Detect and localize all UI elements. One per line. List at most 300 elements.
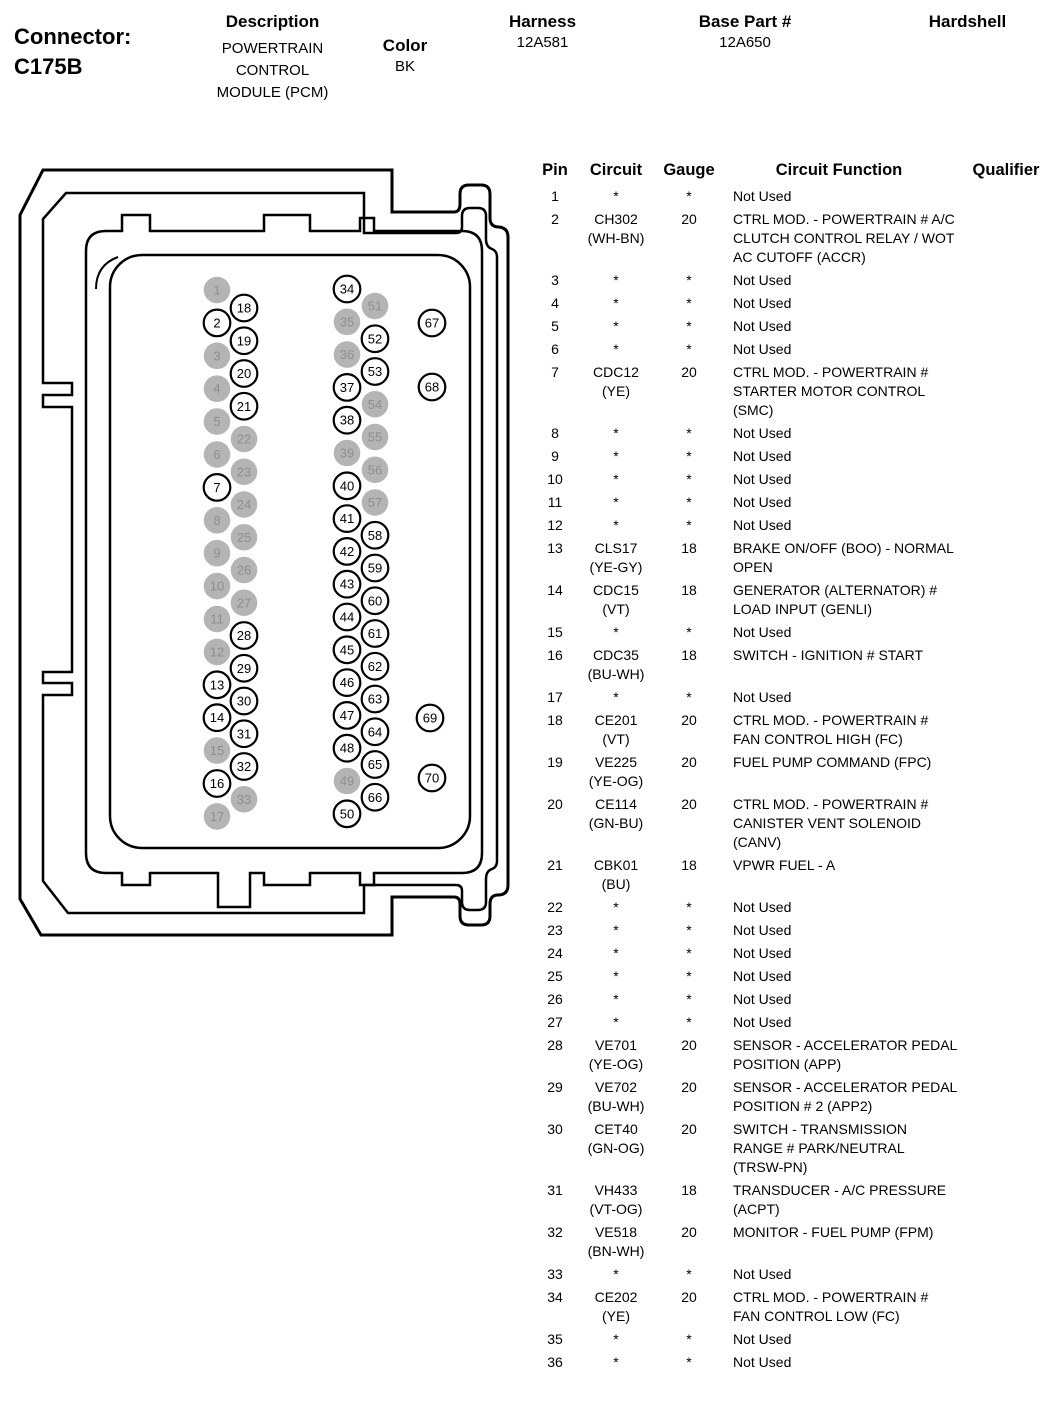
cell-pin: 20 bbox=[547, 796, 563, 812]
hardshell-block bbox=[905, 12, 1030, 32]
table-row bbox=[535, 623, 1060, 642]
pin-number-label: 37 bbox=[339, 379, 355, 395]
cell-circuit: VH433 (VT-OG) bbox=[589, 1182, 643, 1217]
cell-function: Not Used bbox=[733, 991, 792, 1007]
cell-function: SWITCH - TRANSMISSION RANGE # PARK/NEUTRAL (TRSW-PN) bbox=[733, 1121, 907, 1175]
table-row bbox=[535, 340, 1060, 359]
connector-diagram bbox=[10, 155, 540, 975]
cell-pin: 22 bbox=[547, 899, 563, 915]
cell-pin: 9 bbox=[551, 448, 559, 464]
cell-gauge: * bbox=[686, 295, 692, 311]
pin-number-label: 66 bbox=[367, 789, 383, 805]
col-header-function: Circuit Function bbox=[775, 161, 903, 179]
table-row bbox=[535, 210, 1060, 267]
table-row bbox=[535, 470, 1060, 489]
cell-gauge: * bbox=[686, 624, 692, 640]
cell-pin: 29 bbox=[547, 1079, 563, 1095]
pin-number-label: 58 bbox=[367, 527, 383, 543]
cell-function: Not Used bbox=[733, 318, 792, 334]
pin-number-label: 63 bbox=[367, 691, 383, 707]
cell-pin: 8 bbox=[551, 425, 559, 441]
cell-qualifier bbox=[957, 187, 1055, 206]
cell-gauge: 20 bbox=[681, 796, 697, 812]
pin-number-label: 59 bbox=[367, 560, 383, 576]
table-row bbox=[535, 317, 1060, 336]
pin-number-label: 27 bbox=[236, 595, 252, 611]
cell-circuit: CH302 (WH-BN) bbox=[587, 211, 645, 246]
face-corner-accent bbox=[96, 257, 118, 289]
cell-gauge: 20 bbox=[681, 364, 697, 380]
cell-function: Not Used bbox=[733, 425, 792, 441]
cell-function: FUEL PUMP COMMAND (FPC) bbox=[733, 754, 932, 770]
color-label: Color bbox=[382, 36, 428, 55]
cell-circuit: * bbox=[613, 1354, 619, 1370]
cell-qualifier bbox=[957, 623, 1055, 642]
pin-number-label: 49 bbox=[339, 773, 355, 789]
cell-circuit: * bbox=[613, 188, 619, 204]
pin-number-label: 29 bbox=[236, 660, 252, 676]
cell-circuit: * bbox=[613, 689, 619, 705]
connector-face bbox=[110, 255, 470, 848]
connector-title-block bbox=[14, 22, 131, 82]
cell-qualifier bbox=[957, 967, 1055, 986]
cell-pin: 32 bbox=[547, 1224, 563, 1240]
cell-function: CTRL MOD. - POWERTRAIN # A/C CLUTCH CONTROL RELAY / WOT AC CUTOFF (ACCR) bbox=[733, 211, 955, 265]
cell-function: Not Used bbox=[733, 922, 792, 938]
cell-qualifier bbox=[957, 688, 1055, 707]
table-row bbox=[535, 1181, 1060, 1219]
pin-number-label: 7 bbox=[213, 479, 221, 495]
cell-gauge: * bbox=[686, 341, 692, 357]
cell-function: Not Used bbox=[733, 968, 792, 984]
cell-qualifier bbox=[957, 1223, 1055, 1261]
table-row bbox=[535, 1223, 1060, 1261]
cell-circuit: CE114 (GN-BU) bbox=[588, 796, 644, 831]
color-block bbox=[375, 36, 435, 78]
table-row bbox=[535, 493, 1060, 512]
pin-number-label: 23 bbox=[236, 464, 252, 480]
cell-gauge: 18 bbox=[681, 582, 697, 598]
table-row bbox=[535, 363, 1060, 420]
cell-circuit: * bbox=[613, 494, 619, 510]
description-value: POWERTRAIN CONTROL MODULE (PCM) bbox=[216, 40, 329, 101]
pin-number-label: 10 bbox=[209, 578, 225, 594]
pin-number-label: 15 bbox=[209, 743, 225, 759]
cell-circuit: CDC15 (VT) bbox=[593, 582, 639, 617]
pin-number-label: 39 bbox=[339, 445, 355, 461]
pin-number-label: 32 bbox=[236, 759, 252, 774]
cell-gauge: 20 bbox=[681, 754, 697, 770]
pin-number-label: 70 bbox=[424, 770, 440, 786]
cell-function: SENSOR - ACCELERATOR PEDAL POSITION (APP) bbox=[733, 1037, 957, 1072]
cell-circuit: CE202 (YE) bbox=[594, 1289, 638, 1324]
pin-number-label: 13 bbox=[209, 677, 225, 693]
cell-pin: 6 bbox=[551, 341, 559, 357]
pin-table bbox=[535, 160, 1060, 1376]
cell-pin: 3 bbox=[551, 272, 559, 288]
cell-qualifier bbox=[957, 921, 1055, 940]
cell-gauge: * bbox=[686, 425, 692, 441]
cell-function: Not Used bbox=[733, 899, 792, 915]
cell-qualifier bbox=[957, 294, 1055, 313]
cell-pin: 11 bbox=[547, 494, 563, 510]
cell-qualifier bbox=[957, 317, 1055, 336]
pin-number-label: 3 bbox=[213, 348, 221, 364]
pin-number-label: 1 bbox=[213, 282, 221, 298]
cell-circuit: VE225 (YE-OG) bbox=[588, 754, 644, 789]
cell-circuit: * bbox=[613, 448, 619, 464]
pin-number-label: 35 bbox=[339, 314, 355, 330]
table-row bbox=[535, 711, 1060, 749]
cell-qualifier bbox=[957, 1078, 1055, 1116]
cell-gauge: 20 bbox=[681, 1121, 697, 1137]
cell-pin: 18 bbox=[547, 712, 563, 728]
cell-gauge: 18 bbox=[681, 857, 697, 873]
pin-number-label: 44 bbox=[339, 609, 355, 625]
cell-circuit: * bbox=[613, 991, 619, 1007]
cell-function: Not Used bbox=[733, 341, 792, 357]
housing-outer-outline bbox=[20, 170, 508, 935]
cell-pin: 35 bbox=[547, 1331, 563, 1347]
description-label: Description bbox=[225, 12, 320, 31]
cell-pin: 14 bbox=[547, 582, 563, 598]
table-row bbox=[535, 944, 1060, 963]
cell-qualifier bbox=[957, 1120, 1055, 1177]
cell-gauge: * bbox=[686, 272, 692, 288]
cell-circuit: * bbox=[613, 471, 619, 487]
cell-function: Not Used bbox=[733, 689, 792, 705]
cell-pin: 31 bbox=[547, 1182, 563, 1198]
cell-pin: 19 bbox=[547, 754, 563, 770]
cell-function: SWITCH - IGNITION # START bbox=[733, 647, 924, 663]
pin-number-label: 26 bbox=[236, 562, 252, 578]
cell-circuit: CDC35 (BU-WH) bbox=[587, 647, 645, 682]
cell-circuit: * bbox=[613, 272, 619, 288]
pin-field bbox=[204, 276, 446, 830]
cell-qualifier bbox=[957, 856, 1055, 894]
cell-pin: 36 bbox=[547, 1354, 563, 1370]
pin-number-label: 20 bbox=[236, 366, 252, 381]
pin-number-label: 68 bbox=[424, 379, 440, 395]
cell-gauge: * bbox=[686, 991, 692, 1007]
cell-pin: 33 bbox=[547, 1266, 563, 1282]
cell-pin: 7 bbox=[551, 364, 559, 380]
col-header-gauge: Gauge bbox=[663, 161, 715, 179]
cell-gauge: * bbox=[686, 517, 692, 533]
cell-pin: 1 bbox=[551, 188, 559, 204]
table-row bbox=[535, 1036, 1060, 1074]
hardshell-label: Hardshell bbox=[928, 12, 1007, 31]
pin-number-label: 38 bbox=[339, 412, 355, 428]
cell-gauge: 20 bbox=[681, 1079, 697, 1095]
pin-number-label: 53 bbox=[367, 364, 383, 379]
cell-gauge: * bbox=[686, 899, 692, 915]
pin-number-label: 47 bbox=[339, 707, 355, 723]
cell-function: Not Used bbox=[733, 624, 792, 640]
cell-qualifier bbox=[957, 944, 1055, 963]
pin-number-label: 48 bbox=[339, 740, 355, 756]
cell-gauge: 18 bbox=[681, 647, 697, 663]
table-row bbox=[535, 424, 1060, 443]
cell-gauge: * bbox=[686, 318, 692, 334]
cell-qualifier bbox=[957, 271, 1055, 290]
cell-function: VPWR FUEL - A bbox=[733, 857, 836, 873]
cell-function: Not Used bbox=[733, 295, 792, 311]
cell-qualifier bbox=[957, 516, 1055, 535]
table-row bbox=[535, 539, 1060, 577]
cell-circuit: * bbox=[613, 922, 619, 938]
cell-function: CTRL MOD. - POWERTRAIN # CANISTER VENT SOLENOID (CANV) bbox=[733, 796, 929, 850]
cell-qualifier bbox=[957, 753, 1055, 791]
cell-gauge: 20 bbox=[681, 1037, 697, 1053]
cell-pin: 12 bbox=[547, 517, 563, 533]
cell-gauge: * bbox=[686, 1354, 692, 1370]
cell-qualifier bbox=[957, 539, 1055, 577]
cell-function: CTRL MOD. - POWERTRAIN # STARTER MOTOR CONTROL (SMC) bbox=[733, 364, 929, 418]
pin-number-label: 57 bbox=[367, 495, 383, 510]
pin-number-label: 33 bbox=[236, 791, 252, 807]
pin-number-label: 4 bbox=[213, 381, 221, 397]
cell-qualifier bbox=[957, 210, 1055, 267]
table-row bbox=[535, 990, 1060, 1009]
cell-qualifier bbox=[957, 581, 1055, 619]
cell-qualifier bbox=[957, 898, 1055, 917]
cell-function: SENSOR - ACCELERATOR PEDAL POSITION # 2 (APP2) bbox=[733, 1079, 957, 1114]
table-row bbox=[535, 898, 1060, 917]
cell-circuit: CET40 (GN-OG) bbox=[587, 1121, 645, 1156]
cell-circuit: CBK01 (BU) bbox=[593, 857, 639, 892]
cell-function: Not Used bbox=[733, 1331, 792, 1347]
pin-number-label: 69 bbox=[422, 710, 438, 726]
table-row bbox=[535, 581, 1060, 619]
cell-circuit: CE201 (VT) bbox=[594, 712, 638, 747]
table-row bbox=[535, 856, 1060, 894]
cell-qualifier bbox=[957, 493, 1055, 512]
pin-number-label: 42 bbox=[339, 543, 355, 559]
pin-number-label: 8 bbox=[213, 512, 221, 528]
cell-circuit: * bbox=[613, 624, 619, 640]
cell-pin: 21 bbox=[547, 857, 563, 873]
pin-number-label: 55 bbox=[367, 429, 383, 445]
base-part-block bbox=[680, 12, 810, 54]
pin-number-label: 67 bbox=[424, 315, 440, 331]
base-part-value: 12A650 bbox=[719, 34, 771, 51]
cell-pin: 34 bbox=[547, 1289, 563, 1305]
cell-gauge: * bbox=[686, 945, 692, 961]
table-row bbox=[535, 271, 1060, 290]
cell-pin: 10 bbox=[547, 471, 563, 487]
table-row bbox=[535, 1078, 1060, 1116]
pin-number-label: 52 bbox=[367, 331, 383, 347]
cell-pin: 15 bbox=[547, 624, 563, 640]
cell-gauge: * bbox=[686, 448, 692, 464]
table-row bbox=[535, 646, 1060, 684]
col-header-pin: Pin bbox=[542, 161, 568, 179]
table-row bbox=[535, 294, 1060, 313]
pin-number-label: 31 bbox=[236, 726, 252, 742]
pin-number-label: 2 bbox=[213, 315, 221, 331]
cell-qualifier bbox=[957, 1330, 1055, 1349]
cell-gauge: * bbox=[686, 494, 692, 510]
cell-gauge: 18 bbox=[681, 540, 697, 556]
pin-number-label: 19 bbox=[236, 333, 252, 349]
connector-label: Connector: bbox=[14, 24, 132, 49]
harness-block bbox=[480, 12, 605, 54]
cell-function: Not Used bbox=[733, 471, 792, 487]
cell-function: Not Used bbox=[733, 1354, 792, 1370]
table-row bbox=[535, 187, 1060, 206]
cell-function: Not Used bbox=[733, 448, 792, 464]
cell-gauge: 20 bbox=[681, 712, 697, 728]
table-row bbox=[535, 753, 1060, 791]
cell-pin: 5 bbox=[551, 318, 559, 334]
pin-number-label: 5 bbox=[213, 414, 221, 430]
cell-circuit: VE701 (YE-OG) bbox=[588, 1037, 644, 1072]
cell-qualifier bbox=[957, 363, 1055, 420]
cell-gauge: 20 bbox=[681, 1289, 697, 1305]
pin-number-label: 9 bbox=[213, 545, 221, 561]
cell-function: Not Used bbox=[733, 1266, 792, 1282]
cell-pin: 24 bbox=[547, 945, 563, 961]
pin-number-label: 22 bbox=[236, 431, 252, 447]
cell-qualifier bbox=[957, 1013, 1055, 1032]
color-value: BK bbox=[394, 58, 415, 75]
col-header-circuit: Circuit bbox=[589, 161, 643, 179]
pin-number-label: 56 bbox=[367, 462, 383, 478]
cell-qualifier bbox=[957, 1288, 1055, 1326]
pin-number-label: 45 bbox=[339, 642, 355, 658]
cell-function: MONITOR - FUEL PUMP (FPM) bbox=[733, 1224, 934, 1240]
cell-function: Not Used bbox=[733, 188, 792, 204]
pin-number-label: 51 bbox=[367, 298, 383, 314]
cell-circuit: * bbox=[613, 517, 619, 533]
table-row bbox=[535, 921, 1060, 940]
cell-pin: 25 bbox=[547, 968, 563, 984]
cell-circuit: * bbox=[613, 1266, 619, 1282]
cell-gauge: * bbox=[686, 188, 692, 204]
table-row bbox=[535, 688, 1060, 707]
cell-function: Not Used bbox=[733, 945, 792, 961]
table-row bbox=[535, 447, 1060, 466]
harness-value: 12A581 bbox=[516, 34, 569, 51]
cell-gauge: 18 bbox=[681, 1182, 697, 1198]
cell-circuit: * bbox=[613, 1331, 619, 1347]
pin-number-label: 50 bbox=[339, 806, 355, 822]
cell-circuit: * bbox=[613, 1014, 619, 1030]
cell-qualifier bbox=[957, 1181, 1055, 1219]
cell-pin: 27 bbox=[547, 1014, 563, 1030]
cell-circuit: * bbox=[613, 295, 619, 311]
pin-table-body bbox=[535, 187, 1060, 1372]
table-row bbox=[535, 1353, 1060, 1372]
cell-function: Not Used bbox=[733, 494, 792, 510]
cell-gauge: 20 bbox=[681, 211, 697, 227]
cell-qualifier bbox=[957, 470, 1055, 489]
cell-circuit: CDC12 (YE) bbox=[593, 364, 639, 399]
cell-qualifier bbox=[957, 1265, 1055, 1284]
cell-qualifier bbox=[957, 795, 1055, 852]
pin-number-label: 12 bbox=[209, 644, 225, 660]
pin-number-label: 62 bbox=[367, 658, 383, 674]
cell-function: GENERATOR (ALTERNATOR) # LOAD INPUT (GENLI) bbox=[733, 582, 938, 617]
pin-number-label: 64 bbox=[367, 724, 383, 740]
cell-gauge: * bbox=[686, 471, 692, 487]
cell-qualifier bbox=[957, 711, 1055, 749]
pin-number-label: 34 bbox=[339, 281, 355, 297]
pin-number-label: 18 bbox=[236, 300, 252, 316]
pin-number-label: 17 bbox=[209, 808, 225, 824]
cell-circuit: VE518 (BN-WH) bbox=[587, 1224, 645, 1259]
cell-pin: 23 bbox=[547, 922, 563, 938]
cell-function: Not Used bbox=[733, 1014, 792, 1030]
cell-gauge: * bbox=[686, 689, 692, 705]
table-row bbox=[535, 967, 1060, 986]
cell-qualifier bbox=[957, 340, 1055, 359]
table-row bbox=[535, 1265, 1060, 1284]
cell-gauge: * bbox=[686, 968, 692, 984]
cell-circuit: * bbox=[613, 968, 619, 984]
cell-pin: 13 bbox=[547, 540, 563, 556]
table-row bbox=[535, 1288, 1060, 1326]
cell-gauge: * bbox=[686, 922, 692, 938]
pin-number-label: 36 bbox=[339, 347, 355, 363]
cell-pin: 26 bbox=[547, 991, 563, 1007]
pin-number-label: 14 bbox=[209, 710, 225, 726]
cell-gauge: 20 bbox=[681, 1224, 697, 1240]
cell-circuit: CLS17 (YE-GY) bbox=[589, 540, 643, 575]
connector-id: C175B bbox=[14, 54, 83, 79]
pin-table-header bbox=[535, 160, 1060, 180]
cell-circuit: VE702 (BU-WH) bbox=[587, 1079, 645, 1114]
cell-pin: 16 bbox=[547, 647, 563, 663]
cell-pin: 4 bbox=[551, 295, 559, 311]
table-row bbox=[535, 1120, 1060, 1177]
cell-pin: 2 bbox=[551, 211, 559, 227]
pin-number-label: 54 bbox=[367, 396, 383, 412]
cell-pin: 30 bbox=[547, 1121, 563, 1137]
cell-pin: 17 bbox=[547, 689, 563, 705]
pin-number-label: 61 bbox=[367, 626, 383, 641]
cell-qualifier bbox=[957, 424, 1055, 443]
cell-function: TRANSDUCER - A/C PRESSURE (ACPT) bbox=[733, 1182, 947, 1217]
pin-number-label: 16 bbox=[209, 776, 225, 791]
pin-number-label: 28 bbox=[236, 628, 252, 643]
cell-gauge: * bbox=[686, 1266, 692, 1282]
cell-gauge: * bbox=[686, 1331, 692, 1347]
pin-number-label: 30 bbox=[236, 693, 252, 709]
cell-circuit: * bbox=[613, 425, 619, 441]
cell-pin: 28 bbox=[547, 1037, 563, 1053]
table-row bbox=[535, 1013, 1060, 1032]
pin-number-label: 24 bbox=[236, 497, 252, 512]
cell-circuit: * bbox=[613, 341, 619, 357]
harness-label: Harness bbox=[508, 12, 577, 31]
pin-number-label: 46 bbox=[339, 675, 355, 691]
cell-qualifier bbox=[957, 447, 1055, 466]
cell-qualifier bbox=[957, 990, 1055, 1009]
cell-circuit: * bbox=[613, 899, 619, 915]
table-row bbox=[535, 516, 1060, 535]
cell-qualifier bbox=[957, 1036, 1055, 1074]
cell-function: Not Used bbox=[733, 517, 792, 533]
cell-qualifier bbox=[957, 646, 1055, 684]
description-block bbox=[190, 12, 355, 104]
cell-function: BRAKE ON/OFF (BOO) - NORMAL OPEN bbox=[733, 540, 954, 575]
pin-number-label: 21 bbox=[236, 398, 252, 414]
table-row bbox=[535, 1330, 1060, 1349]
pin-number-label: 65 bbox=[367, 757, 383, 772]
cell-function: CTRL MOD. - POWERTRAIN # FAN CONTROL LOW (FC) bbox=[733, 1289, 929, 1324]
